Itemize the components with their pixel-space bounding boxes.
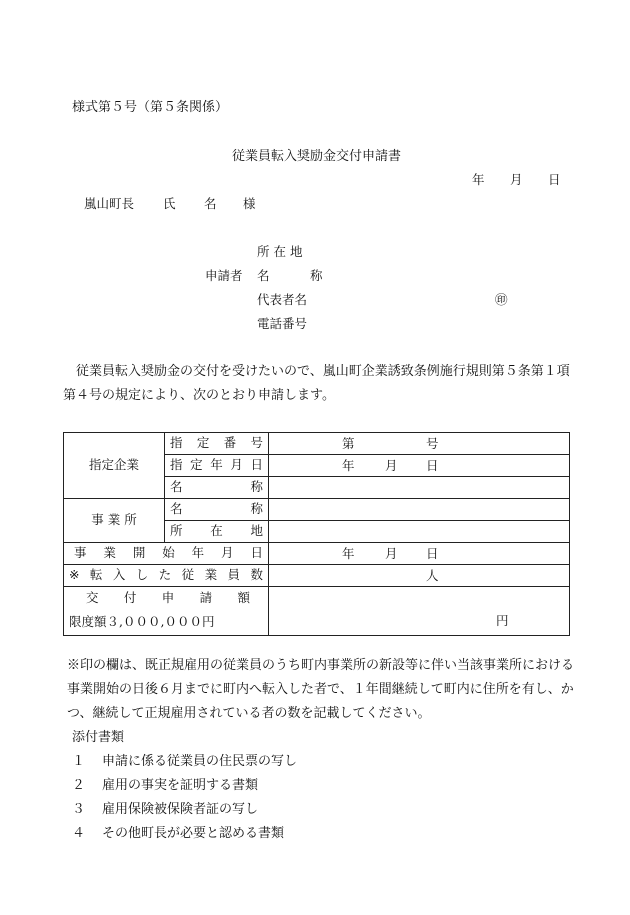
company-name-value[interactable] [269,477,570,499]
office-label: 事 業 所 [64,499,165,543]
note-paragraph: ※印の欄は、既正規雇用の従業員のうち町内事業所の新設等に伴い当該事業所における事業開始の日後６月までに町内へ転入した者で、１年間継続して町内に住所を有し、かつ、継続して正規雇用されている者の数を記載してください。 [67,658,575,721]
attachment-item: ４ その他町長が必要と認める書類 [72,826,285,841]
date-month-label: 月 [510,172,523,187]
document-title: 従業員転入奨励金交付申請書 [232,149,402,164]
office-address-value[interactable] [269,521,570,543]
seal-mark: ㊞ [495,292,508,307]
grant-limit-text: 限度額３,０００,０００円 [69,613,215,629]
applicant-address-label: 所 在 地 [257,244,303,259]
applicant-representative-label: 代表者名 [257,292,308,307]
applicant-name-char2: 称 [310,268,323,283]
addressee-sama: 様 [243,196,256,211]
designation-number-value[interactable]: 第 号 [269,433,570,455]
designation-date-label: 指 定 年 月 日 [165,455,269,477]
addressee-shi: 氏 [163,196,176,211]
designated-company-label: 指定企業 [64,433,165,499]
addressee-mayor: 嵐山町長 [84,196,135,211]
applicant-label: 申請者 [205,268,243,283]
transferred-employees-label: ※ 転 入 し た 従 業 員 数 [64,565,269,587]
attachment-item: ２ 雇用の事実を証明する書類 [72,778,259,793]
attachment-item: ３ 雇用保険被保険者証の写し [72,802,259,817]
attachment-item: １ 申請に係る従業員の住民票の写し [72,754,298,769]
intro-paragraph: 従業員転入奨励金の交付を受けたいので、嵐山町企業誘致条例施行規則第５条第１項第４号の規定により、次のとおり申請します。 [63,364,570,403]
start-date-label: 事 業 開 始 年 月 日 [64,543,269,565]
date-day-label: 日 [548,172,561,187]
company-name-label: 名 称 [165,477,269,499]
designation-date-value[interactable]: 年 月 日 [269,455,570,477]
applicant-name-char1: 名 [257,268,270,283]
attachments-title: 添付書類 [72,730,125,745]
application-table [63,432,570,636]
designation-number-label: 指 定 番 号 [165,433,269,455]
transferred-employees-value[interactable]: 人 [269,565,570,587]
date-year-label: 年 [472,172,485,187]
office-name-value[interactable] [269,499,570,521]
addressee-mei: 名 [204,196,217,211]
office-address-label: 所 在 地 [165,521,269,543]
form-number: 様式第５号（第５条関係） [72,100,229,115]
applicant-phone-label: 電話番号 [257,316,308,331]
office-name-label: 名 称 [165,499,269,521]
start-date-value[interactable]: 年 月 日 [269,543,570,565]
grant-amount-value[interactable]: 円 [269,587,570,636]
grant-amount-label: 交 付 申 請 額 限度額３,０００,０００円 [64,587,269,636]
